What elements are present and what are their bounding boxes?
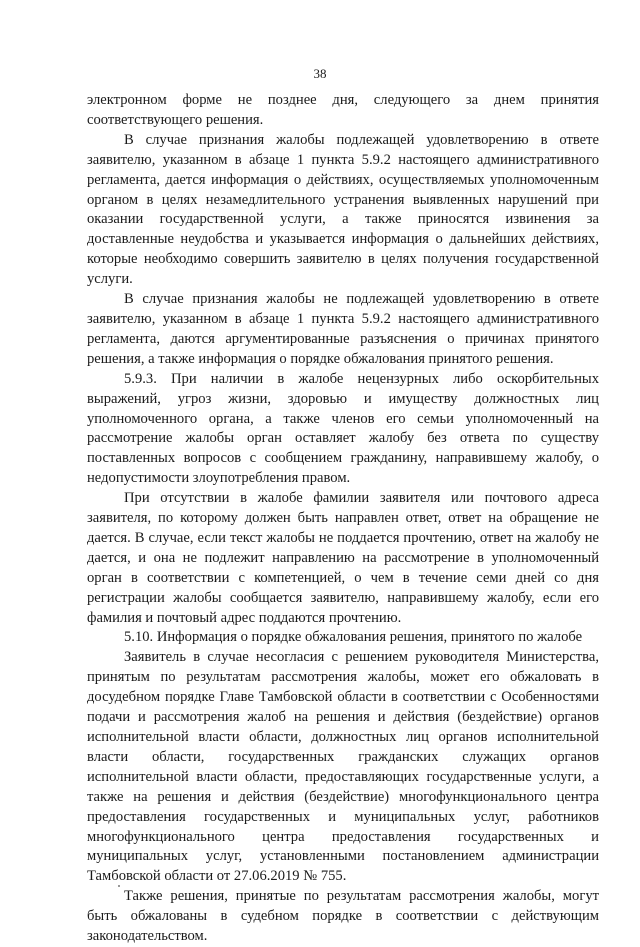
paragraph-complaint-not-satisfied: В случае признания жалобы не подлежащей удовлетворению в ответе заявителю, указанном в абзаце 1 пункта 5.9.2 настоящего административного регламента, даются аргументированные разъяснения о причинах принятого решения, а также информация о порядке обжалования принятого решения. — [87, 291, 599, 367]
paragraph-continuation: электронном форме не позднее дня, следующего за днем принятия соответствующего решения. — [87, 92, 599, 128]
paragraph-judicial-appeal: Также решения, принятые по результатам рассмотрения жалобы, могут быть обжалованы в судебном порядке в соответствии с действующим законодательством. — [87, 888, 599, 945]
paragraph-appeal-procedure: Заявитель в случае несогласия с решением руководителя Министерства, принятым по результатам рассмотрения жалобы, может его обжаловать в досудебном порядке Главе Тамбовской области в соответствии с Особенностями подачи и рассмотрения жалоб на решения и действия (бездействие) органов исполнительной власти области, должностных лиц органов исполнительной власти области, государственных гражданских служащих органов исполнительной власти области, предоставляющих государственные услуги, а также на решения и действия (бездействие) многофункционального центра предоставления государственных и муниципальных услуг, работников многофункционального центра предоставления государственных и муниципальных услуг, установленными постановлением администрации Тамбовской области от 27.06.2019 № 755. — [87, 649, 599, 885]
section-heading-5-10: 5.10. Информация о порядке обжалования решения, принятого по жалобе — [124, 629, 583, 646]
scan-speck — [118, 885, 120, 887]
paragraph-missing-address: При отсутствии в жалобе фамилии заявителя или почтового адреса заявителя, по которому должен быть направлен ответ, ответ на обращение не дается. В случае, если текст жалобы не поддается прочтению, ответ на жалобу не дается, и она не подлежит направлению на рассмотрение в уполномоченный орган в соответствии с компетенцией, о чем в течение семи дней со дня регистрации жалобы сообщается заявителю, направившему жалобу, если его фамилия и почтовый адрес поддаются прочтению. — [87, 490, 599, 626]
document-body — [87, 91, 599, 947]
page-number: 38 — [313, 66, 327, 81]
paragraph-complaint-satisfied: В случае признания жалобы подлежащей удовлетворению в ответе заявителю, указанном в абзаце 1 пункта 5.9.2 настоящего административного регламента, дается информация о действиях, осуществляемых уполномоченным органом в целях незамедлительного устранения выявленных нарушений при оказании государственной услуги, а также приносятся извинения за доставленные неудобства и указывается информация о дальнейших действиях, которые необходимо совершить заявителю в целях получения государственной услуги. — [87, 131, 599, 288]
paragraph-5-9-3: 5.9.3. При наличии в жалобе нецензурных либо оскорбительных выражений, угроз жизни, здоровью и имуществу должностных лиц уполномоченного органа, а также членов его семьи уполномоченный на рассмотрение жалобы орган оставляет жалобу без ответа по существу поставленных вопросов с сообщением гражданину, направившему жалобу, о недопустимости злоупотребления правом. — [87, 370, 599, 487]
